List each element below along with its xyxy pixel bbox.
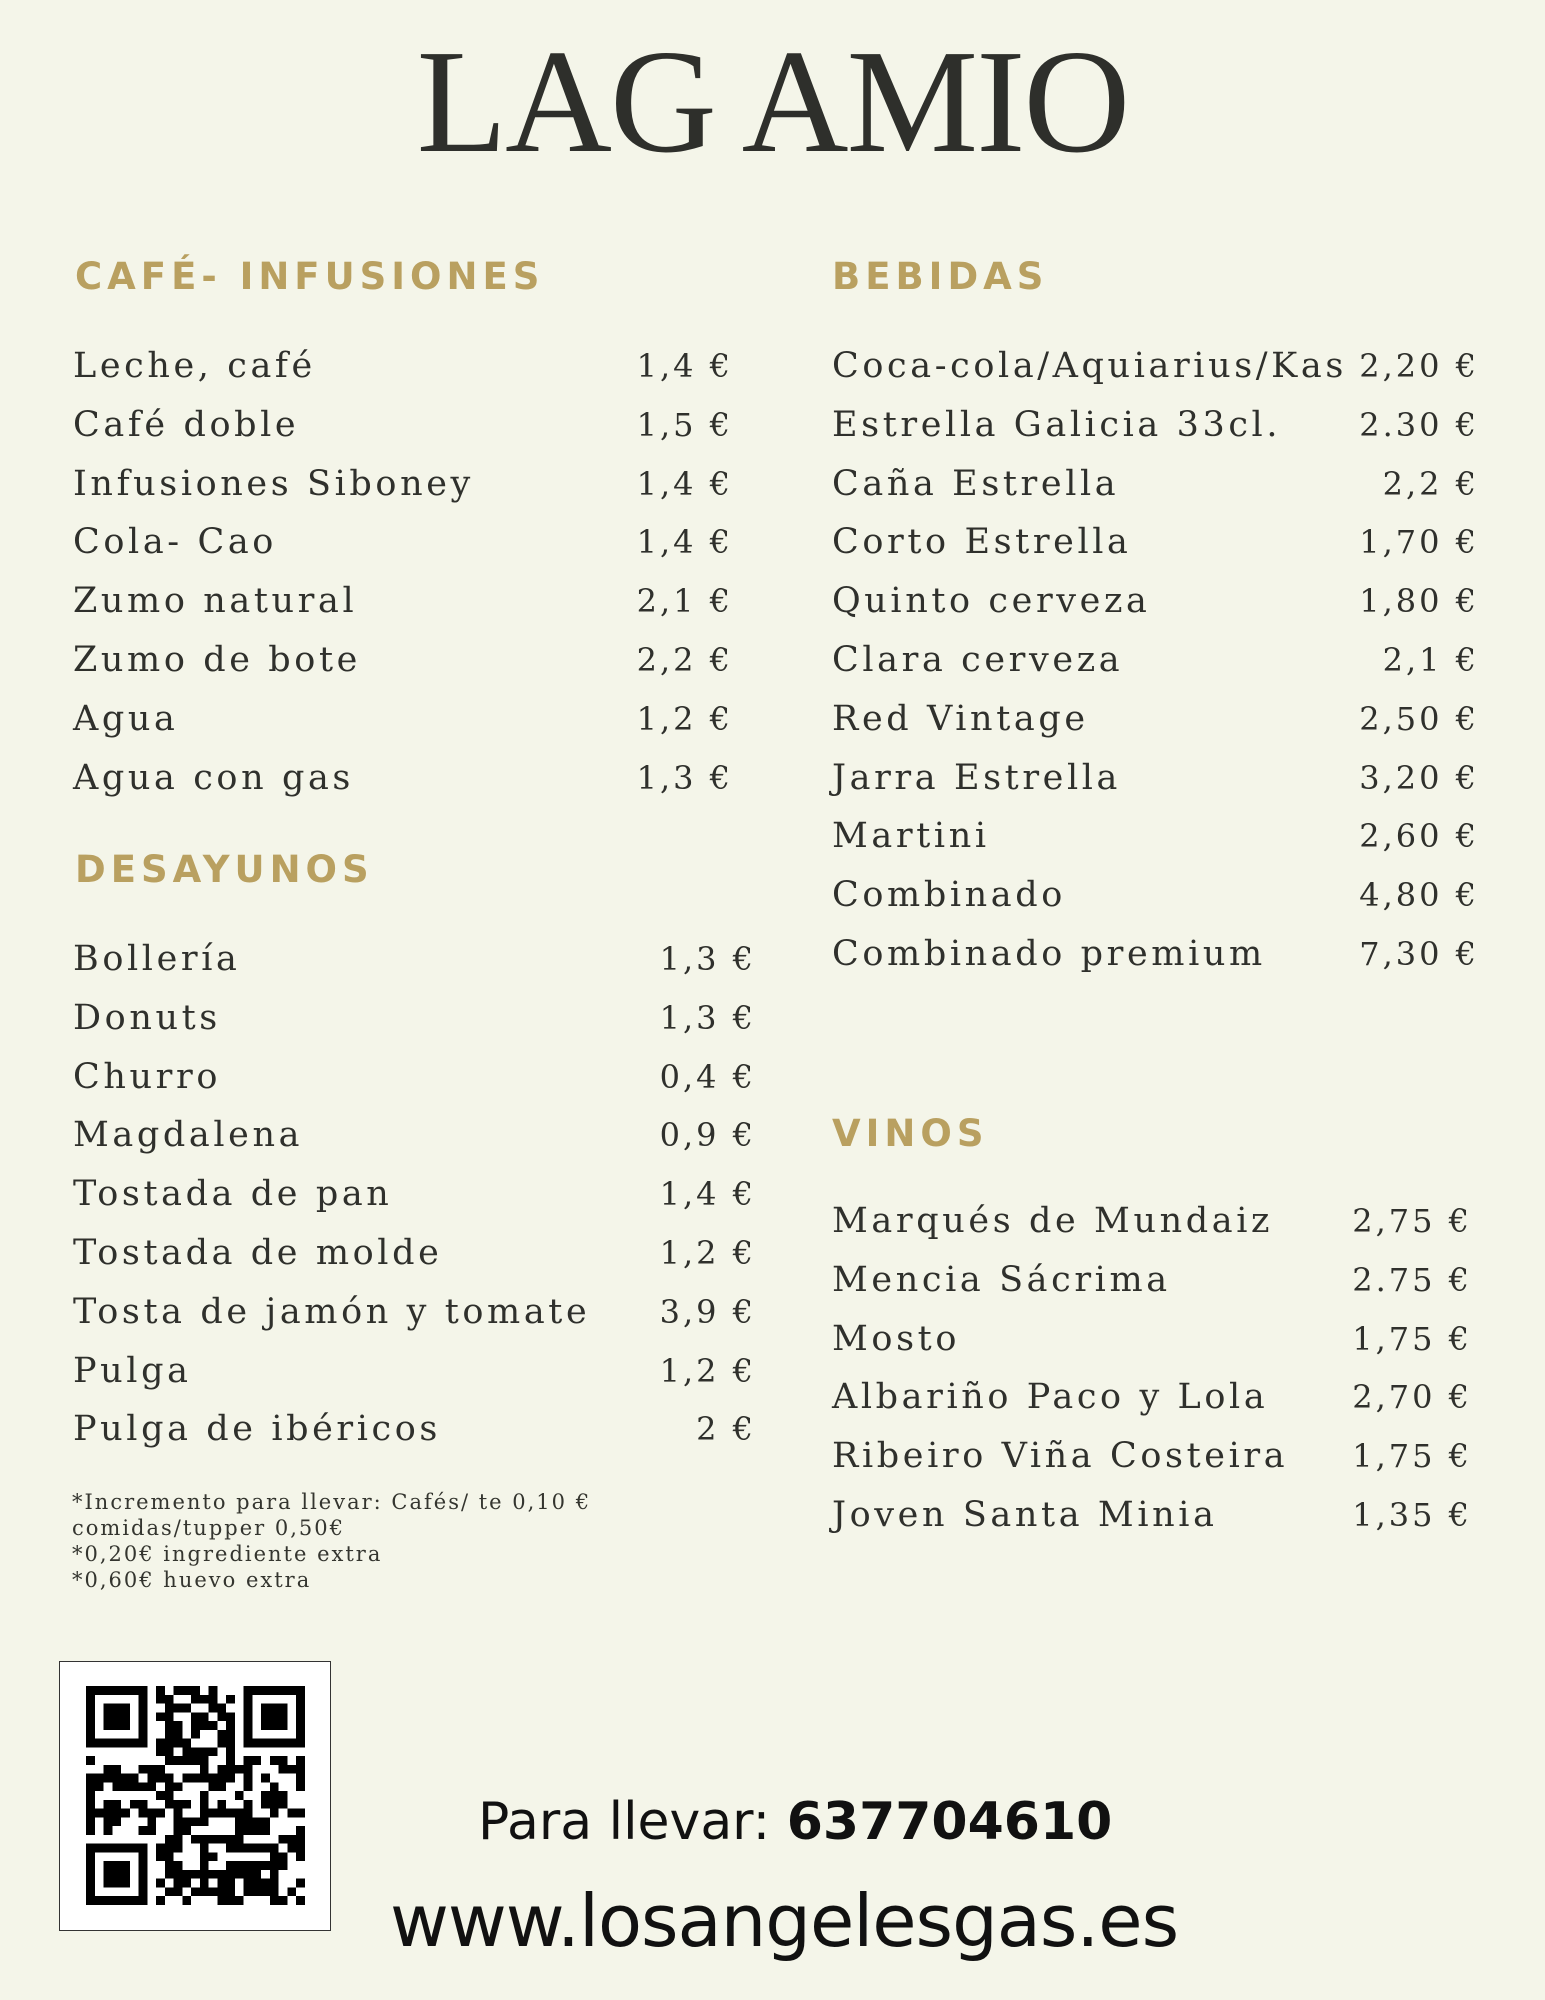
menu-item-price: 2,20 € bbox=[1359, 347, 1479, 385]
menu-item-name: Mosto bbox=[832, 1318, 961, 1359]
menu-item bbox=[73, 1342, 756, 1401]
menu-item-name: Martini bbox=[832, 816, 990, 857]
menu-item-price: 0,4 € bbox=[659, 1057, 756, 1096]
section-heading-vinos: VINOS bbox=[832, 1112, 989, 1155]
menu-item bbox=[73, 1048, 756, 1107]
menu-item-name: Donuts bbox=[73, 997, 221, 1038]
menu-item-price: 2,60 € bbox=[1359, 817, 1479, 856]
menu-item-price: 2,70 € bbox=[1352, 1378, 1472, 1417]
notes bbox=[72, 1489, 591, 1593]
menu-item-name: Combinado bbox=[832, 875, 1066, 916]
website-link[interactable]: www.losangelesgas.es bbox=[390, 1879, 1179, 1963]
menu-item-name: Zumo de bote bbox=[73, 639, 361, 680]
phone-number[interactable]: 637704610 bbox=[786, 1792, 1113, 1852]
menu-item bbox=[73, 1224, 756, 1283]
section-heading-desayunos: DESAYUNOS bbox=[75, 848, 374, 891]
menu-item-name: Infusiones Siboney bbox=[73, 463, 474, 504]
menu-list-bebidas bbox=[832, 337, 1479, 984]
menu-item bbox=[73, 631, 733, 690]
menu-item-name: Tostada de pan bbox=[73, 1174, 393, 1215]
menu-list-vinos bbox=[832, 1192, 1472, 1545]
menu-item-price: 2,1 € bbox=[636, 582, 733, 621]
menu-item-name: Churro bbox=[73, 1056, 221, 1097]
menu-item-price: 1,4 € bbox=[659, 1175, 756, 1214]
menu-item bbox=[832, 866, 1479, 925]
takeaway-label: Para llevar: bbox=[478, 1792, 787, 1852]
menu-item-price: 1,80 € bbox=[1359, 582, 1479, 621]
menu-item bbox=[832, 337, 1479, 396]
menu-item bbox=[73, 455, 733, 514]
menu-item-name: Magdalena bbox=[73, 1115, 304, 1156]
menu-item bbox=[73, 1165, 756, 1224]
menu-item bbox=[73, 989, 756, 1048]
menu-item-price: 2,2 € bbox=[636, 640, 733, 679]
menu-item bbox=[832, 807, 1479, 866]
menu-item-price: 3,20 € bbox=[1359, 758, 1479, 797]
menu-item-price: 1,75 € bbox=[1352, 1319, 1472, 1358]
menu-item bbox=[832, 690, 1479, 749]
menu-title: LAG AMIO bbox=[416, 20, 1129, 184]
menu-item-price: 2.30 € bbox=[1359, 405, 1479, 444]
menu-item-price: 1,3 € bbox=[636, 758, 733, 797]
menu-item bbox=[832, 1192, 1472, 1251]
menu-item-price: 1,4 € bbox=[636, 464, 733, 503]
menu-item-price: 1,4 € bbox=[636, 523, 733, 562]
menu-item-price: 2 € bbox=[696, 1410, 756, 1449]
menu-item-price: 2,75 € bbox=[1352, 1202, 1472, 1240]
menu-item-name: Ribeiro Viña Costeira bbox=[832, 1436, 1289, 1477]
menu-item-name: Zumo natural bbox=[73, 581, 358, 622]
menu-item-price: 1,3 € bbox=[659, 998, 756, 1037]
menu-item bbox=[832, 1368, 1472, 1427]
menu-item-name: Quinto cerveza bbox=[832, 581, 1151, 622]
menu-item-name: Estrella Galicia 33cl. bbox=[832, 404, 1282, 445]
menu-item-price: 7,30 € bbox=[1359, 934, 1479, 973]
menu-item-name: Café doble bbox=[73, 404, 300, 445]
menu-item bbox=[832, 1310, 1472, 1369]
note-line: *Incremento para llevar: Cafés/ te 0,10 € bbox=[72, 1490, 592, 1514]
menu-item-price: 1,2 € bbox=[659, 1233, 756, 1272]
menu-item-name: Tostada de molde bbox=[73, 1232, 443, 1273]
qr-code-icon bbox=[86, 1686, 305, 1905]
menu-item-price: 1,4 € bbox=[636, 347, 733, 385]
menu-item-name: Albariño Paco y Lola bbox=[832, 1377, 1269, 1418]
menu-item-price: 2.75 € bbox=[1352, 1260, 1472, 1299]
qr-code[interactable] bbox=[59, 1661, 331, 1931]
menu-item-price: 1,2 € bbox=[659, 1351, 756, 1390]
menu-item bbox=[73, 930, 756, 989]
note-line: *0,60€ huevo extra bbox=[72, 1568, 312, 1592]
menu-item bbox=[73, 1283, 756, 1342]
menu-item bbox=[832, 631, 1479, 690]
menu-item-name: Agua con gas bbox=[73, 757, 354, 798]
menu-item-name: Jarra Estrella bbox=[832, 757, 1122, 798]
menu-item-name: Mencia Sácrima bbox=[832, 1259, 1171, 1300]
menu-item bbox=[832, 572, 1479, 631]
menu-item-name: Bollería bbox=[73, 939, 241, 979]
note-line: *0,20€ ingrediente extra bbox=[72, 1542, 383, 1566]
menu-item-price: 1,75 € bbox=[1352, 1437, 1472, 1476]
note-line: comidas/tupper 0,50€ bbox=[72, 1516, 345, 1540]
menu-item bbox=[832, 455, 1479, 514]
menu-item bbox=[832, 513, 1479, 572]
menu-item-name: Combinado premium bbox=[832, 933, 1266, 974]
menu-item-name: Pulga de ibéricos bbox=[73, 1409, 441, 1450]
menu-item-price: 0,9 € bbox=[659, 1116, 756, 1155]
menu-item-price: 1,70 € bbox=[1359, 523, 1479, 562]
menu-item bbox=[73, 337, 733, 396]
menu-item-price: 3,9 € bbox=[659, 1292, 756, 1331]
menu-item-price: 1,35 € bbox=[1352, 1495, 1472, 1534]
menu-item-price: 2,1 € bbox=[1382, 640, 1479, 679]
menu-item-name: Pulga bbox=[73, 1350, 192, 1391]
menu-item bbox=[832, 925, 1479, 984]
menu-item-price: 2,50 € bbox=[1359, 699, 1479, 738]
menu-item-name: Red Vintage bbox=[832, 698, 1089, 739]
menu-item bbox=[832, 396, 1479, 455]
menu-item bbox=[73, 749, 733, 808]
menu-item bbox=[73, 572, 733, 631]
menu-item bbox=[73, 1106, 756, 1165]
menu-item-name: Clara cerveza bbox=[832, 639, 1124, 680]
menu-item bbox=[73, 690, 733, 749]
menu-list-cafe bbox=[73, 337, 733, 807]
menu-item-name: Coca-cola/Aquiarius/Kas bbox=[832, 346, 1347, 386]
menu-item bbox=[832, 1427, 1472, 1486]
menu-list-desayunos bbox=[73, 930, 756, 1459]
menu-item-name: Marqués de Mundaiz bbox=[832, 1201, 1274, 1241]
menu-item bbox=[832, 1251, 1472, 1310]
menu-item-price: 1,5 € bbox=[636, 405, 733, 444]
menu-item-name: Leche, café bbox=[73, 346, 316, 386]
menu-item-name: Tosta de jamón y tomate bbox=[73, 1291, 591, 1332]
menu-item-name: Agua bbox=[73, 698, 179, 739]
menu-item bbox=[832, 1486, 1472, 1545]
menu-item-price: 1,2 € bbox=[636, 699, 733, 738]
menu-item bbox=[73, 513, 733, 572]
menu-item-name: Corto Estrella bbox=[832, 522, 1132, 563]
menu-item-price: 4,80 € bbox=[1359, 876, 1479, 915]
menu-item bbox=[73, 1400, 756, 1459]
section-heading-cafe: CAFÉ- INFUSIONES bbox=[75, 255, 545, 298]
menu-item-name: Joven Santa Minia bbox=[832, 1494, 1218, 1535]
menu-item-name: Caña Estrella bbox=[832, 463, 1120, 504]
menu-item-price: 1,3 € bbox=[659, 940, 756, 978]
menu-item bbox=[832, 749, 1479, 808]
menu-item-name: Cola- Cao bbox=[73, 522, 277, 563]
menu-item-price: 2,2 € bbox=[1382, 464, 1479, 503]
takeaway-phone bbox=[478, 1792, 1112, 1852]
section-heading-bebidas: BEBIDAS bbox=[832, 255, 1049, 298]
menu-item bbox=[73, 396, 733, 455]
